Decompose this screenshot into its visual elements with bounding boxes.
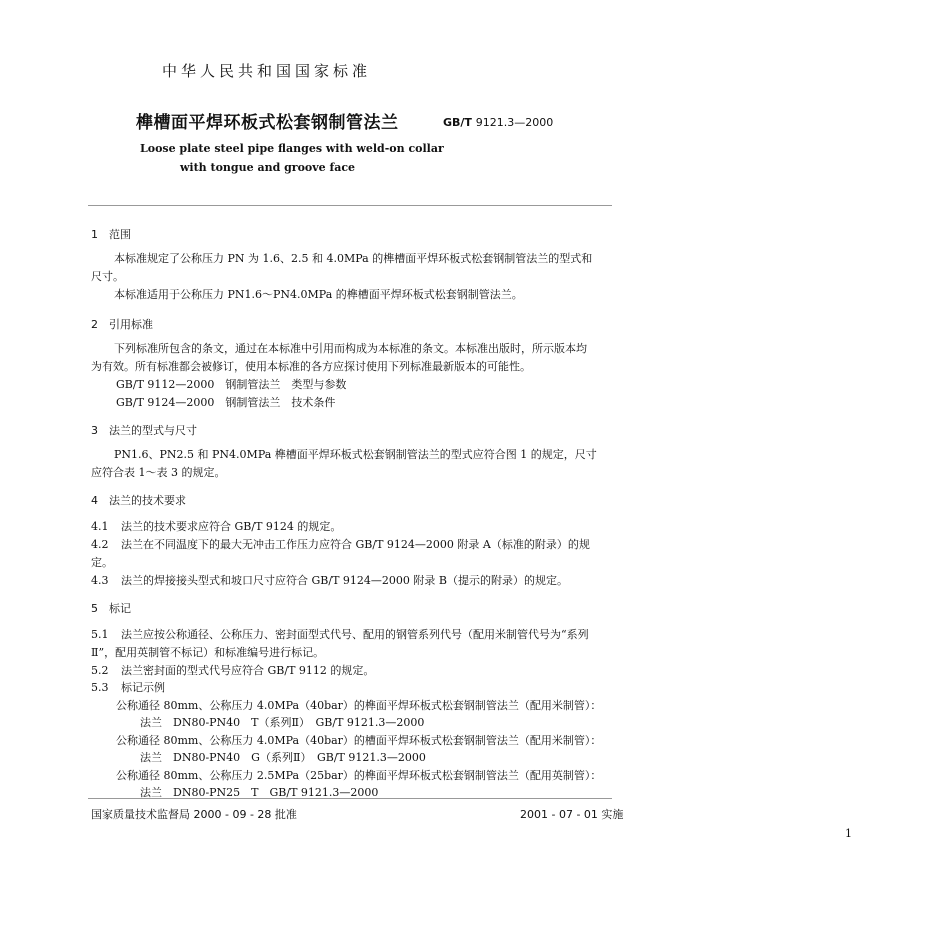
clause-number: 4.3	[91, 574, 109, 587]
marking-example-description: 公称通径 80mm、公称压力 2.5MPa（25bar）的榫面平焊环板式松套钢制管法兰（配用英制管）：	[116, 769, 602, 782]
paragraph: 尺寸。	[91, 270, 124, 283]
marking-example: 法兰 DN80-PN40 T（系列Ⅱ） GB/T 9121.3—2000	[140, 716, 425, 729]
section-5-heading	[91, 600, 131, 616]
section-number: 5	[91, 602, 98, 615]
section-title: 法兰的技术要求	[109, 494, 186, 507]
paragraph: 为有效。所有标准都会被修订，使用本标准的各方应探讨使用下列标准最新版本的可能性。	[91, 360, 531, 373]
clause-5-1	[91, 626, 589, 643]
document-title-en-line2: with tongue and groove face	[179, 161, 356, 174]
section-2-heading	[91, 316, 153, 332]
section-number: 1	[91, 228, 98, 241]
clause-number: 4.2	[91, 538, 109, 551]
clause-text: 法兰的焊接接头型式和坡口尺寸应符合 GB/T 9124—2000 附录 B（提示的附录）的规定。	[121, 574, 568, 587]
section-4-heading	[91, 492, 186, 508]
footer-divider	[88, 798, 612, 799]
clause-text: 标记示例	[121, 681, 165, 694]
clause-text: 法兰的技术要求应符合 GB/T 9124 的规定。	[121, 520, 342, 533]
paragraph: 定。	[91, 556, 113, 569]
header-divider	[88, 205, 612, 206]
paragraph: 本标准适用于公称压力 PN1.6～PN4.0MPa 的榫槽面平焊环板式松套钢制管法兰。	[114, 288, 523, 301]
clause-5-3	[91, 679, 165, 696]
section-number: 3	[91, 424, 98, 437]
clause-text: 法兰在不同温度下的最大无冲击工作压力应符合 GB/T 9124—2000 附录 A（标准的附录）的规	[121, 538, 590, 551]
reference-item: GB/T 9112—2000 钢制管法兰 类型与参数	[116, 378, 347, 391]
section-3-heading	[91, 422, 197, 438]
section-title: 范围	[109, 228, 131, 241]
section-title: 法兰的型式与尺寸	[109, 424, 197, 437]
reference-item: GB/T 9124—2000 钢制管法兰 技术条件	[116, 396, 336, 409]
clause-text: 法兰密封面的型式代号应符合 GB/T 9112 的规定。	[121, 664, 375, 677]
paragraph: PN1.6、PN2.5 和 PN4.0MPa 榫槽面平焊环板式松套钢制管法兰的型式应符合图 1 的规定，尺寸	[114, 448, 597, 461]
paragraph: 下列标准所包含的条文，通过在本标准中引用而构成为本标准的条文。本标准出版时，所示版本均	[114, 342, 587, 355]
paragraph: Ⅱ”，配用英制管不标记）和标准编号进行标记。	[91, 646, 325, 659]
clause-number: 5.1	[91, 628, 109, 641]
document-title-cn: 榫槽面平焊环板式松套钢制管法兰	[136, 113, 399, 133]
approval-date: 国家质量技术监督局 2000 - 09 - 28 批准	[91, 808, 297, 821]
section-title: 标记	[109, 602, 131, 615]
clause-4-3	[91, 572, 568, 589]
paragraph: 应符合表 1～表 3 的规定。	[91, 466, 226, 479]
clause-text: 法兰应按公称通径、公称压力、密封面型式代号、配用的钢管系列代号（配用米制管代号为“系列	[121, 628, 589, 641]
marking-example-description: 公称通径 80mm、公称压力 4.0MPa（40bar）的榫面平焊环板式松套钢制管法兰（配用米制管）：	[116, 699, 602, 712]
section-title: 引用标准	[109, 318, 153, 331]
clause-number: 5.2	[91, 664, 109, 677]
national-standard-heading: 中华人民共和国国家标准	[162, 62, 372, 80]
marking-example: 法兰 DN80-PN25 T GB/T 9121.3—2000	[140, 786, 379, 799]
clause-4-1	[91, 518, 341, 535]
clause-4-2	[91, 536, 590, 553]
page-number: 1	[845, 827, 852, 840]
clause-number: 5.3	[91, 681, 109, 694]
implementation-date: 2001 - 07 - 01 实施	[520, 808, 624, 821]
section-number: 2	[91, 318, 98, 331]
standard-code-prefix: GB/T	[443, 116, 472, 129]
marking-example-description: 公称通径 80mm、公称压力 4.0MPa（40bar）的槽面平焊环板式松套钢制管法兰（配用米制管）：	[116, 734, 602, 747]
marking-example: 法兰 DN80-PN40 G（系列Ⅱ） GB/T 9121.3—2000	[140, 751, 426, 764]
standard-code	[443, 116, 553, 129]
document-title-en-line1: Loose plate steel pipe flanges with weld-on collar	[140, 142, 444, 155]
clause-number: 4.1	[91, 520, 109, 533]
paragraph: 本标准规定了公称压力 PN 为 1.6、2.5 和 4.0MPa 的榫槽面平焊环板式松套钢制管法兰的型式和	[114, 252, 593, 265]
clause-5-2	[91, 662, 374, 679]
section-number: 4	[91, 494, 98, 507]
standard-code-number: 9121.3—2000	[475, 116, 554, 129]
section-1-heading	[91, 226, 131, 242]
